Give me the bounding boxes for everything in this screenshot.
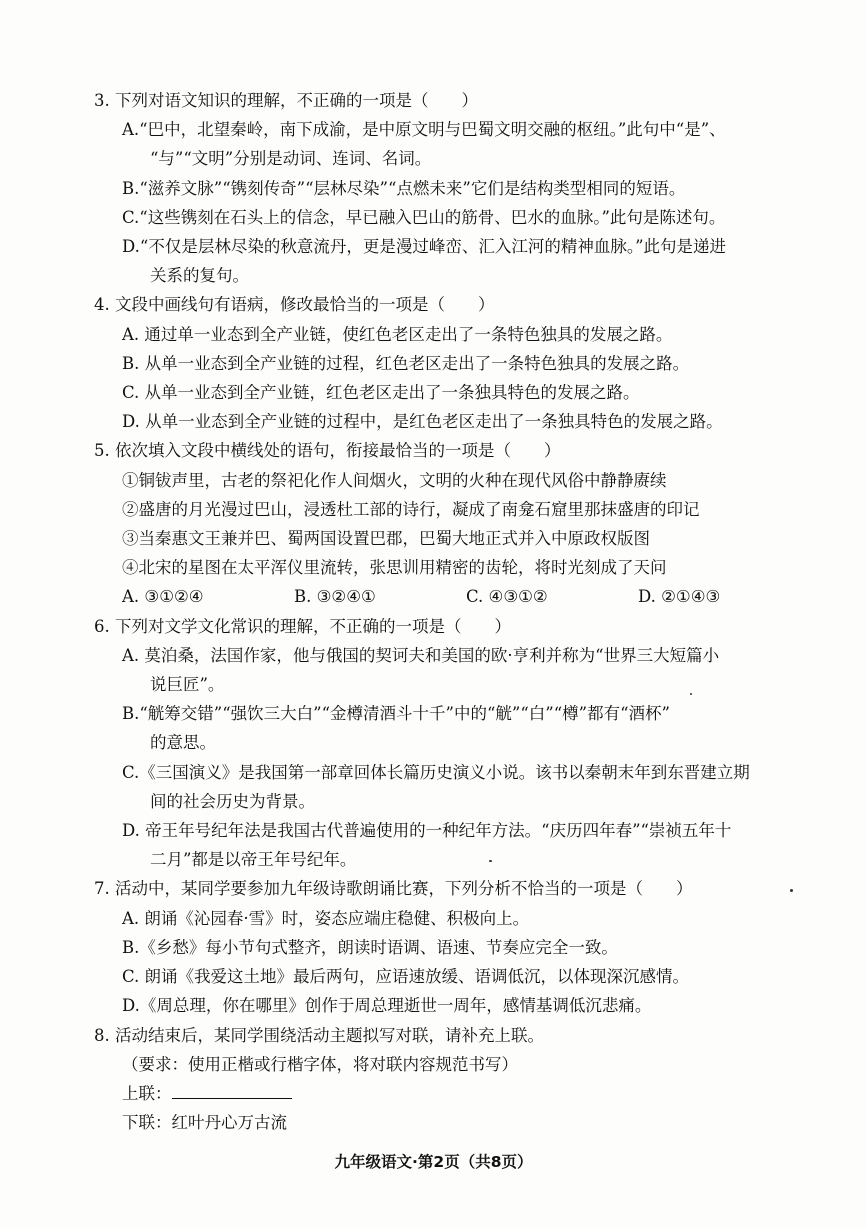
upper-couplet-blank[interactable] <box>172 1080 292 1099</box>
option-a: A. 莫泊桑，法国作家，他与俄国的契诃夫和美国的欧·亨利并称为“世界三大短篇小 <box>122 645 720 665</box>
choice-b: B. ③②④① <box>294 587 376 607</box>
statement-2: ②盛唐的月光漫过巴山，浸透杜工部的诗行，凝成了南龛石窟里那抹盛唐的印记 <box>122 499 700 519</box>
option-a-continued: “与”“文明”分别是动词、连词、名词。 <box>150 149 432 169</box>
option-b: B.《乡愁》每小节句式整齐，朗读时语调、语速、节奏应完全一致。 <box>122 937 618 957</box>
question-stem: 4. 文段中画线句有语病，修改最恰当的一项是（ ） <box>94 295 495 315</box>
question-stem: 7. 活动中，某同学要参加九年级诗歌朗诵比赛，下列分析不恰当的一项是（ ） <box>94 879 693 899</box>
scan-speck <box>790 889 793 892</box>
option-a: A. 通过单一业态到全产业链，使红色老区走出了一条特色独具的发展之路。 <box>122 324 673 344</box>
statement-3: ③当秦惠文王兼并巴、蜀两国设置巴郡，巴蜀大地正式并入中原政权版图 <box>122 529 650 549</box>
question-list <box>94 86 814 1137</box>
choice-a: A. ③①②④ <box>122 587 204 607</box>
option-a: A.“巴中，北望秦岭，南下成渝，是中原文明与巴蜀文明交融的枢纽。”此句中“是”、 <box>122 120 726 140</box>
question-stem: 8. 活动结束后，某同学围绕活动主题拟写对联，请补充上联。 <box>94 1025 544 1045</box>
question-5 <box>94 436 814 611</box>
statement-4: ④北宋的星图在太平浑仪里流转，张思训用精密的齿轮，将时光刻成了天问 <box>122 558 667 578</box>
question-4 <box>94 290 814 436</box>
statement-1: ①铜钹声里，古老的祭祀化作人间烟火，文明的火种在现代风俗中静静赓续 <box>122 470 667 490</box>
option-b: B.“觥筹交错”“强饮三大白”“金樽清酒斗十千”中的“觥”“白”“樽”都有“酒杯” <box>122 704 670 724</box>
option-d: D.《周总理，你在哪里》创作于周总理逝世一周年，感情基调低沉悲痛。 <box>122 996 652 1016</box>
choice-row <box>94 582 814 611</box>
option-b: B.“滋养文脉”“镌刻传奇”“层林尽染”“点燃未来”它们是结构类型相同的短语。 <box>122 178 686 198</box>
choice-d: D. ②①④③ <box>638 587 721 607</box>
upper-couplet-label: 上联： <box>122 1083 172 1103</box>
lower-couplet-label: 下联： <box>122 1113 172 1133</box>
option-d-continued: 二月”都是以帝王年号纪年。 <box>150 850 357 870</box>
question-stem: 3. 下列对语文知识的理解，不正确的一项是（ ） <box>94 91 478 110</box>
option-a: A. 朗诵《沁园春·雪》时，姿态应端庄稳健、积极向上。 <box>122 908 530 928</box>
choice-c: C. ④③①② <box>466 587 548 607</box>
option-a-continued: 说巨匠”。 <box>150 675 225 695</box>
option-c: C. 朗诵《我爱这土地》最后两句，应语速放缓、语调低沉，以体现深沉感情。 <box>122 967 690 987</box>
option-d-continued: 关系的复句。 <box>150 266 249 286</box>
scan-speck <box>690 693 692 695</box>
page-footer: 九年级语文·第2页（共8页） <box>334 1153 533 1171</box>
question-stem: 6. 下列对文学文化常识的理解，不正确的一项是（ ） <box>94 616 511 636</box>
option-c: C. 从单一业态到全产业链，红色老区走出了一条独具特色的发展之路。 <box>122 383 640 403</box>
option-d: D.“不仅是层林尽染的秋意流丹，更是漫过峰峦、汇入江河的精神血脉。”此句是递进 <box>122 237 727 257</box>
question-7 <box>94 874 814 1020</box>
option-c: C.《三国演义》是我国第一部章回体长篇历史演义小说。该书以秦朝末年到东晋建立期 <box>122 762 750 782</box>
option-d: D. 从单一业态到全产业链的过程中，是红色老区走出了一条独具特色的发展之路。 <box>122 412 723 432</box>
option-b: B. 从单一业态到全产业链的过程，红色老区走出了一条特色独具的发展之路。 <box>122 353 690 373</box>
upper-couplet-row <box>94 1079 814 1108</box>
question-stem: 5. 依次填入文段中横线处的语句，衔接最恰当的一项是（ ） <box>94 441 561 461</box>
question-6 <box>94 612 814 875</box>
option-c-continued: 间的社会历史为背景。 <box>150 791 315 811</box>
requirement-note: （要求：使用正楷或行楷字体，将对联内容规范书写） <box>122 1054 518 1074</box>
option-d: D. 帝王年号纪年法是我国古代普遍使用的一种纪年方法。“庆历四年春”“崇祯五年十 <box>122 821 732 841</box>
lower-couplet-text: 红叶丹心万古流 <box>171 1113 287 1133</box>
question-8 <box>94 1021 814 1138</box>
question-3 <box>94 86 814 290</box>
option-c: C.“这些镌刻在石头上的信念，早已融入巴山的筋骨、巴水的血脉。”此句是陈述句。 <box>122 207 726 227</box>
scan-speck <box>489 860 492 862</box>
option-b-continued: 的意思。 <box>150 733 216 753</box>
lower-couplet-row <box>94 1108 814 1137</box>
